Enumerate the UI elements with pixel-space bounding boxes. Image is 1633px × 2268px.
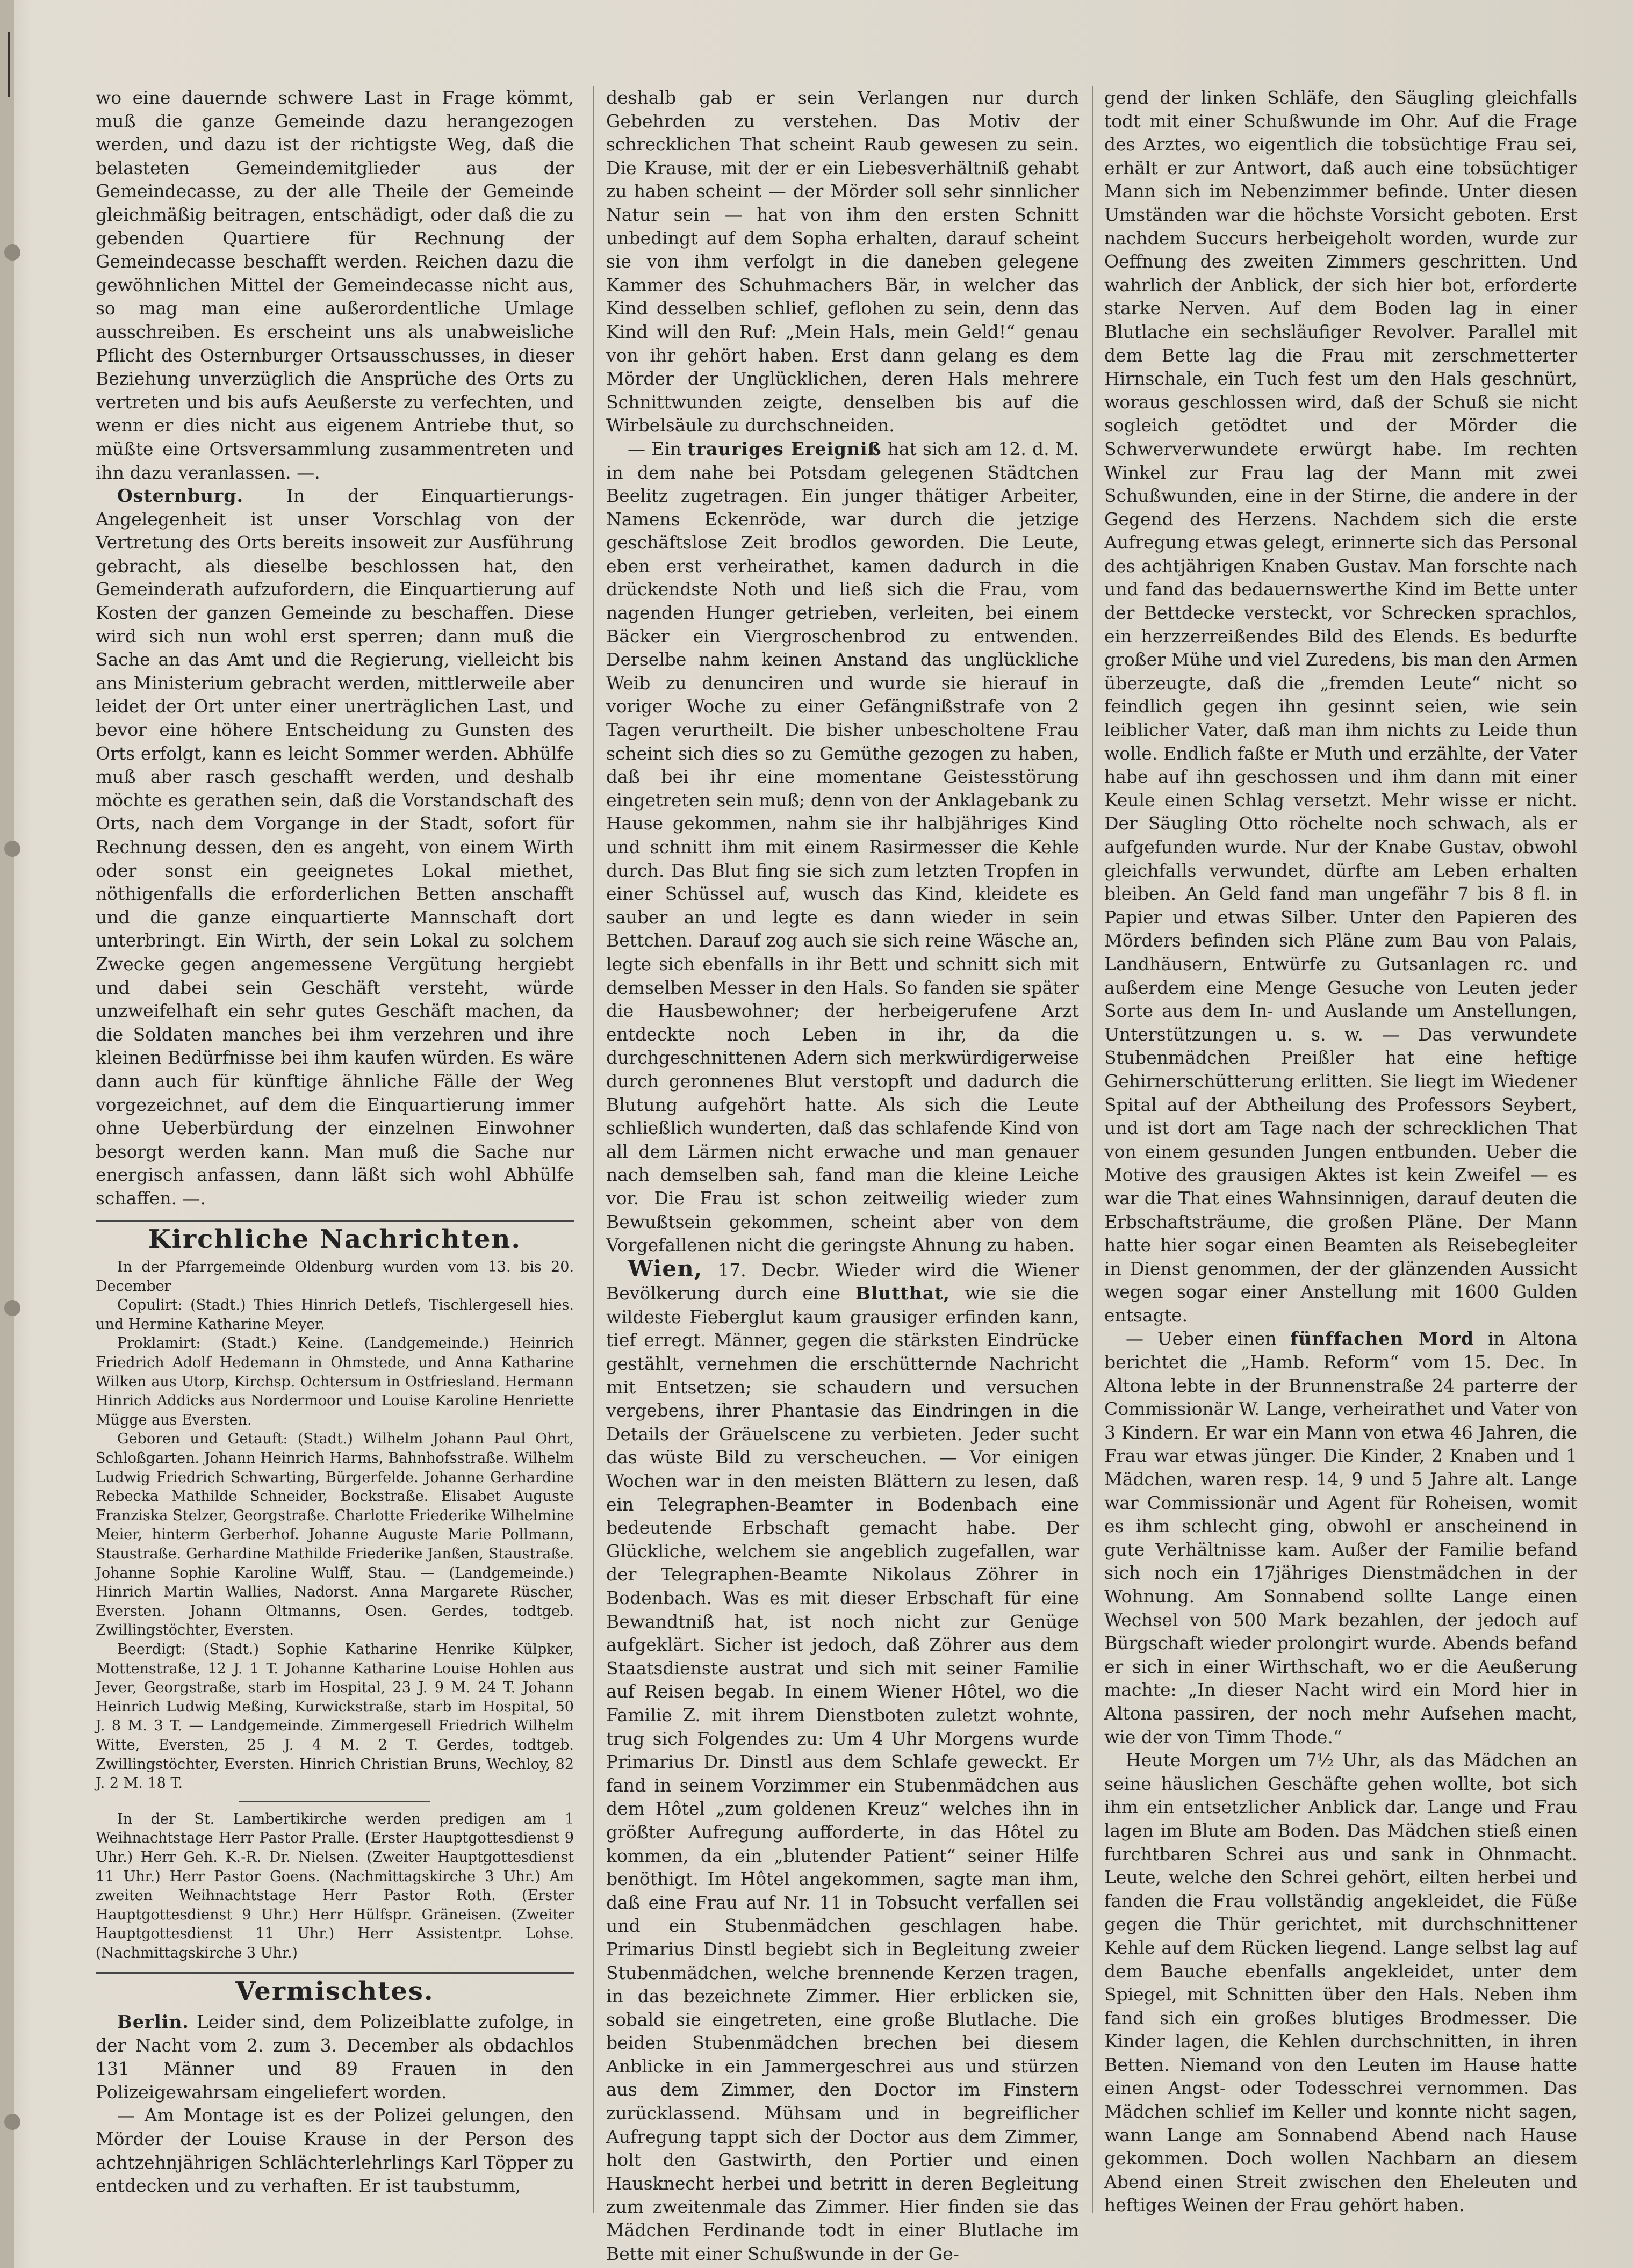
section-heading: Kirchliche Nachrichten.: [148, 1224, 522, 1254]
column-3: [1104, 86, 1577, 2225]
binding-hole: [4, 2114, 20, 2130]
column-divider: [1092, 86, 1093, 2213]
article-paragraph: gend der linken Schläfe, den Säugling gleichfalls todt mit einer Schußwunde im Ohr. Auf die Frage des Arztes, wo eigentlich die tobsüchtige Frau sei, erhält er zur Antwort, daß auch eine tobsüchtiger Mann sich im Nebenzimmer befinde. Unter diesen Umständen war die höchste Vorsicht geboten. Erst nachdem Succurs herbeigeholt worden, wurde zur Oeffnung des zweiten Zimmers geschritten. Und wahrlich der Anblick, der sich hier bot, erforderte starke Nerven. Auf dem Boden lag in einer Blutlache ein sechsläufiger Revolver. Parallel mit dem Bette lag die Frau mit zerschmetterter Hirnschale, ein Tuch fest um den Hals geschnürt, woraus geschlossen wird, daß der Schuß sie nicht sogleich getödtet und der Mörder die Schwerverwundete erwürgt habe. Im rechten Winkel zur Frau lag der Mann mit zwei Schußwunden, eine in der Stirne, die andere in der Gegend des Herzens. Nachdem sich die erste Aufregung etwas gelegt, erinnerte sich das Personal des achtjährigen Knaben Gustav. Man forschte nach und fand das bedauernswerthe Kind im Bette unter der Bettdecke versteckt, vor Schrecken sprachlos, ein herzzerreißendes Bild des Elends. Es bedurfte großer Mühe und viel Zuredens, bis man den Armen überzeugte, daß die „fremden Leute“ nicht so feindlich gegen ihn gesinnt seien, wie sein leiblicher Vater, daß man ihm nichts zu Leide thun wolle. Endlich faßte er Muth und erzählte, der Vater habe auf ihn geschossen und ihm dann mit einer Keule einen Schlag versetzt. Mehr wisse er nicht. Der Säugling Otto röchelte noch schwach, als er aufgefunden wurde. Nur der Knabe Gustav, obwohl gleichfalls verwundet, dürfte am Leben erhalten bleiben. An Geld fand man ungefähr 7 bis 8 fl. in Papier und etwas Silber. Unter den Papieren des Mörders befinden sich Pläne zum Bau von Palais, Landhäusern, Entwürfe zu Gutsanlagen rc. und außerdem eine Menge Gesuche von Leuten jeder Sorte aus dem In- und Auslande um Anstellungen, Unterstützungen u. s. w. — Das verwundete Stubenmädchen Preißler hat eine heftige Gehirnerschütterung erlitten. Sie liegt im Wiedener Spital auf der Abtheilung des Professors Seybert, und ist dort am Tage nach der schrecklichen That von einem gesunden Jungen entbunden. Ueber die Motive des grausigen Aktes ist kein Zweifel — es war die That eines Wahnsinnigen, darauf deuten die Erbschaftsträume, die großen Pläne. Der Mann hatte hier sogar einen Beamten als Reisebegleiter in Dienst genommen, der der glänzenden Aussicht wegen sogar einer Anstellung mit 1600 Gulden entsagte.: [1104, 87, 1578, 1326]
column-divider: [593, 86, 594, 2213]
article-berlin: [96, 2010, 574, 2104]
binding-hole: [4, 1300, 20, 1316]
section-rule: [96, 1972, 574, 1974]
headline-inline: fünffachen Mord: [1290, 1328, 1474, 1349]
article-text: In der Einquartierungs-Angelegenheit ist unser Vorschlag von der Vertretung des Orts bereits insoweit zur Ausführung gebracht, als dieselbe beschlossen hat, den Gemeinderath aufzufordern, die Einquartierung auf Kosten der ganzen Gemeinde zu beschaffen. Diese wird sich nun wohl erst sperren; dann muß die Sache an das Amt und die Regierung, vielleicht bis ans Ministerium gebracht werden, mittlerweile aber leidet der Ort unter einer unerträglichen Last, und bevor eine höhere Entscheidung zu Gunsten des Orts erfolgt, kann es leicht Sommer werden. Abhülfe muß aber rasch geschafft werden, und deshalb möchte es gerathen sein, daß die Vorstandschaft des Orts, nach dem Vorgange in der Stadt, sofort für Rechnung dessen, den es angeht, von einem Wirth oder sonst ein geeignetes Lokal miethet, nöthigenfalls die erforderlichen Betten anschafft und die ganze einquartierte Mannschaft dort unterbringt. Ein Wirth, der sein Lokal zu solchem Zwecke gegen angemessene Vergütung hergiebt und dabei sein Geschäft versteht, würde unzweifelhaft ein sehr gutes Geschäft machen, da die Soldaten manches bei ihm verzehren und ihre kleinen Bedürfnisse bei ihm kaufen würden. Es wäre dann auch für künftige ähnliche Fälle der Weg vorgezeichnet, auf dem die Einquartierung immer ohne Ueberbürdung der einzelnen Einwohner besorgt werden kann. Man muß die Sache nur energisch anfassen, dann läßt sich wohl Abhülfe schaffen. —.: [96, 485, 574, 1209]
church-beerdigt: Beerdigt: (Stadt.) Sophie Katharine Henrike Külpker, Mottenstraße, 12 J. 1 T. Johanne Katharine Louise Hohlen aus Jever, Georgstraße, starb im Hospital, 23 J. 9 M. 24 T. Johann Heinrich Ludwig Meßing, Kurwickstraße, starb im Hospital, 50 J. 8 M. 3 T. — Landgemeinde. Zimmergesell Friedrich Wilhelm Witte, Eversten, 25 J. 4 M. 2 T. Gerdes, todtgeb. Zwillingstöchter, Eversten. Hinrich Christian Bruns, Wechloy, 82 J. 2 M. 18 T.: [96, 1641, 574, 1792]
article-wien: [606, 1257, 1079, 2266]
church-copulirt: Copulirt: (Stadt.) Thies Hinrich Detlefs, Tischlergesell hies. und Hermine Katharine Meyer.: [96, 1297, 574, 1333]
church-intro: In der Pfarrgemeinde Oldenburg wurden vom 13. bis 20. December: [96, 1259, 574, 1295]
article-altona: [1104, 1327, 1577, 1749]
binding-mark: [8, 32, 10, 97]
dateline: Wien,: [628, 1255, 703, 1282]
article-text: wie sie die wildeste Fieberglut kaum grausiger erfinden kann, tief erregt. Männer, gegen die stärksten Eindrücke gestählt, vernehmen die erschütternde Nachricht mit Entsetzen; sie schaudern und versuchen vergebens, ihrer Phantasie das Eindringen in die Details der Gräuelscene zu verbieten. Jeder sucht das wüste Bild zu verscheuchen. — Vor einigen Wochen war in den meisten Blättern zu lesen, daß ein Telegraphen-Beamter in Bodenbach eine bedeutende Erbschaft gemacht habe. Der Glückliche, welchem sie angeblich zugefallen, war der Telegraphen-Beamte Nikolaus Zöhrer in Bodenbach. Was es mit dieser Erbschaft für eine Bewandtniß hat, ist noch nicht zur Genüge aufgeklärt. Sicher ist jedoch, daß Zöhrer aus dem Staatsdienste austrat und sich mit seiner Familie auf Reisen begab. In einem Wiener Hôtel, wo die Familie Z. mit ihrem Dienstboten zuletzt wohnte, trug sich Folgendes zu: Um 4 Uhr Morgens wurde Primarius Dr. Dinstl aus dem Schlafe geweckt. Er fand in seinem Vorzimmer ein Stubenmädchen aus dem Hôtel „zum goldenen Kreuz“ welches ihn in größter Aufregung aufforderte, in das Hôtel zu kommen, da ein „blutender Patient“ seiner Hilfe benöthigt. Im Hôtel angekommen, sagte man ihm, daß eine Frau auf Nr. 11 in Tobsucht verfallen sei und ein Stubenmädchen geschlagen habe. Primarius Dinstl begiebt sich in Begleitung zweier Stubenmädchen, welche brennende Kerzen tragen, in das bezeichnete Zimmer. Hier erblicken sie, sobald sie eingetreten, eine große Blutlache. Die beiden Stubenmädchen brechen bei diesem Anblicke in ein Jammergeschrei aus und stürzen aus dem Zimmer, den Doctor im Finstern zurücklassend. Mühsam und in begreiflicher Aufregung tappt sich der Doctor aus dem Zimmer, holt den Gastwirth, den Portier und einen Hausknecht herbei und betritt in deren Begleitung zum zweitenmale das Zimmer. Hier finden sie das Mädchen Ferdinande todt in einer Blutlache im Bette mit einer Schußwunde in der Ge-: [606, 1283, 1079, 2264]
section-rule: [96, 1220, 574, 1222]
article-text: hat sich am 12. d. M. in dem nahe bei Potsdam gelegenen Städtchen Beelitz zugetragen. Ein junger thätiger Arbeiter, Namens Eckenröde, war durch die jetzige geschäftslose Zeit brodlos geworden. Die Leute, eben erst verheirathet, kamen dadurch in die drückendste Noth und ließ sich die Frau, vom nagenden Hunger getrieben, verleiten, bei einem Bäcker ein Viergroschenbrod zu entwenden. Derselbe nahm keinen Anstand das unglückliche Weib zu denunciren und wurde sie hierauf in voriger Woche zu einer Gefängnißstrafe von 2 Tagen verurtheilt. Die bisher unbescholtene Frau scheint sich dies so zu Gemüthe gezogen zu haben, daß bei ihr eine momentane Geistesstörung eingetreten sein muß; denn von der Anklagebank zu Hause gekommen, nahm sie ihr halbjähriges Kind und schnitt ihm mit einem Rasirmesser die Kehle durch. Das Blut fing sie sich zum letzten Tropfen in einer Schüssel auf, wusch das Kind, kleidete es sauber an und legte es dann wieder in sein Bettchen. Darauf zog auch sie sich reine Wäsche an, legte sich ebenfalls in ihr Bett und schnitt sich mit demselben Messer in den Hals. So fanden sie später die Hausbewohner; der herbeigerufene Arzt entdeckte noch Leben in ihr, da die durchgeschnittenen Adern sich merkwürdigerweise durch geronnenes Blut verstopft und dadurch die Blutung aufgehört hatte. Als sich die Leute schließlich wunderten, daß das schlafende Kind von all dem Lärmen nicht erwache und man genauer nach demselben sah, fand man die kleine Leiche vor. Die Frau ist schon zeitweilig wieder zum Bewußtsein gekommen, scheint aber von dem Vorgefallenen nicht die geringste Ahnung zu haben.: [606, 438, 1080, 1256]
article-text: Leider sind, dem Polizeiblatte zufolge, in der Nacht vom 2. zum 3. December als obdachlos 131 Männer und 89 Frauen in den Polizeigewahrsam eingeliefert worden.: [96, 2011, 574, 2103]
binding-hole: [4, 244, 20, 261]
short-rule: [239, 1801, 430, 1802]
dateline: Osternburg.: [117, 485, 243, 507]
article-text: 17. Decbr. Wieder wird die Wiener Bevölkerung durch eine: [606, 1259, 1079, 1304]
article-text: — Ein: [628, 438, 682, 459]
binding-hole: [4, 841, 20, 857]
article-beelitz: [606, 437, 1079, 1257]
section-heading: Vermischtes.: [235, 1976, 434, 2007]
article-paragraph: wo eine dauernde schwere Last in Frage kömmt, muß die ganze Gemeinde dazu herangezogen werden, und dazu ist der richtigste Weg, daß die belasteten Gemeindemitglieder aus der Gemeindecasse, zu der alle Theile der Gemeinde gleichmäßig beitragen, entschädigt, oder daß die zu gebenden Quartiere für Rechnung der Gemeindecasse beschafft werden. Reichen dazu die gewöhnlichen Mittel der Gemeindecasse nicht aus, so mag man eine außerordentliche Umlage ausschreiben. Es erscheint uns als unabweisliche Pflicht des Osternburger Ortsausschusses, in dieser Beziehung unverzüglich die Ansprüche des Orts zu vertreten und bis aufs Aeußerste zu verfechten, und wenn er dies nicht aus eigenem Antriebe thut, so müßte eine Ortsversammlung zusammentreten und ihn dazu veranlassen. —.: [96, 87, 574, 483]
column-2: [606, 86, 1080, 2264]
page-fold-shadow: [0, 0, 14, 2268]
article-paragraph: deshalb gab er sein Verlangen nur durch Gebehrden zu verstehen. Das Motiv der schrecklichen That scheint Raub gewesen zu sein. Die Krause, mit der er ein Liebesverhältniß gehabt zu haben scheint — der Mörder soll sehr sinnlicher Natur sein — hat von ihm den ersten Schnitt unbedingt auf dem Sopha erhalten, darauf scheint sie von ihm verfolgt in die daneben gelegene Kammer des Schuhmachers Bär, in welcher das Kind desselben schlief, geflohen zu sein, denn das Kind will den Ruf: „Mein Hals, mein Geld!“ genau von ihr gehört haben. Erst dann gelang es dem Mörder der Unglücklichen, deren Hals mehrere Schnittwunden zeigte, denselben bis auf die Wirbelsäule zu durchschneiden.: [606, 87, 1079, 436]
headline-inline: Blutthat,: [855, 1283, 950, 1304]
article-osternburg: [96, 484, 574, 1210]
column-1: [96, 86, 574, 2225]
church-lamberti: In der St. Lambertikirche werden predigen am 1 Weihnachtstage Herr Pastor Pralle. (Erster Hauptgottesdienst 9 Uhr.) Herr Geh. K.-R. Dr. Nielsen. (Zweiter Hauptgottesdienst 11 Uhr.) Herr Pastor Goens. (Nachmittagskirche 3 Uhr.) Am zweiten Weihnachtstage Herr Pastor Roth. (Erster Hauptgottesdienst 9 Uhr.) Herr Hülfspr. Gräneisen. (Zweiter Hauptgottesdienst 11 Uhr.) Herr Assistentpr. Lohse. (Nachmittagskirche 3 Uhr.): [96, 1810, 574, 1961]
headline-inline: trauriges Ereigniß: [687, 438, 882, 459]
article-paragraph: — Am Montage ist es der Polizei gelungen, den Mörder der Louise Krause in der Person des achtzehnjährigen Schlächterlehrlings Karl Töpper zu entdecken und zu verhaften. Er ist taubstumm,: [96, 2105, 574, 2197]
article-text: — Ueber einen: [1126, 1328, 1277, 1349]
church-geboren: Geboren und Getauft: (Stadt.) Wilhelm Johann Paul Ohrt, Schloßgarten. Johann Heinrich Harms, Bahnhofsstraße. Wilhelm Ludwig Friedrich Schwarting, Bürgerfelde. Johanne Gerhardine Rebecka Mathilde Schneider, Bockstraße. Elisabet Auguste Franziska Stelzer, Georgstraße. Charlotte Friederike Wilhelmine Meier, hinterm Gerberhof. Johanne Auguste Marie Pollmann, Staustraße. Gerhardine Mathilde Friederike Janßen, Staustraße. Johanne Sophie Karoline Wulff, Stau. — (Landgemeinde.) Hinrich Martin Wallies, Nadorst. Anna Margarete Rüscher, Eversten. Johann Oltmanns, Osen. Gerdes, todtgeb. Zwillingstöchter, Eversten.: [96, 1431, 574, 1639]
dateline: Berlin.: [117, 2011, 189, 2033]
article-text: in Altona berichtet die „Hamb. Reform“ vom 15. Dec. In Altona lebte in der Brunnenstraße 24 parterre der Commissionär W. Lange, verheirathet und Vater von 3 Kindern. Er war ein Mann von etwa 46 Jahren, die Frau war etwas jünger. Die Kinder, 2 Knaben und 1 Mädchen, waren resp. 14, 9 und 5 Jahre alt. Lange war Commissionär und Agent für Roheisen, womit es ihm schlecht ging, obwohl er anscheinend in gute Verhältnisse kam. Außer der Familie befand sich noch ein 17jähriges Dienstmädchen in der Wohnung. Am Sonnabend sollte Lange einen Wechsel von 500 Mark bezahlen, der jedoch auf Bürgschaft wieder prolongirt wurde. Abends befand er sich in einer Wirthschaft, wo er die Aeußerung machte: „In dieser Nacht wird ein Mord hier in Altona passiren, der noch mehr Aufsehen macht, wie der von Timm Thode.“: [1104, 1328, 1577, 1747]
church-proklamirt: Proklamirt: (Stadt.) Keine. (Landgemeinde.) Heinrich Friedrich Adolf Hedemann in Ohmstede, und Anna Katharine Wilken aus Utorp, Kirchsp. Ochtersum in Ostfriesland. Hermann Hinrich Addicks aus Nordermoor und Louise Karoline Henriette Mügge aus Eversten.: [96, 1335, 574, 1428]
article-paragraph: Heute Morgen um 7½ Uhr, als das Mädchen an seine häuslichen Geschäfte gehen wollte, bot sich ihm ein entsetzlicher Anblick dar. Lange und Frau lagen im Blute am Boden. Das Mädchen stieß einen furchtbaren Schrei aus und sank in Ohnmacht. Leute, welche den Schrei gehört, eilten herbei und fanden die Frau vollständig angekleidet, die Füße gegen die Thür gerichtet, mit durchschnittener Kehle auf dem Rücken liegend. Lange selbst lag auf dem Bauche ebenfalls angekleidet, unter dem Spiegel, mit Schnitten über den Hals. Neben ihm fand sich ein großes blutiges Brodmesser. Die Kinder lagen, die Kehlen durchschnitten, in ihren Betten. Niemand von den Leuten im Hause hatte einen Angst- oder Todesschrei vernommen. Das Mädchen schlief im Keller und konnte nicht sagen, wann Lange am Sonnabend Abend nach Hause gekommen. Doch wollen Nachbarn an diesem Abend einen Streit zwischen den Eheleuten und heftiges Weinen der Frau gehört haben.: [1104, 1750, 1577, 2216]
